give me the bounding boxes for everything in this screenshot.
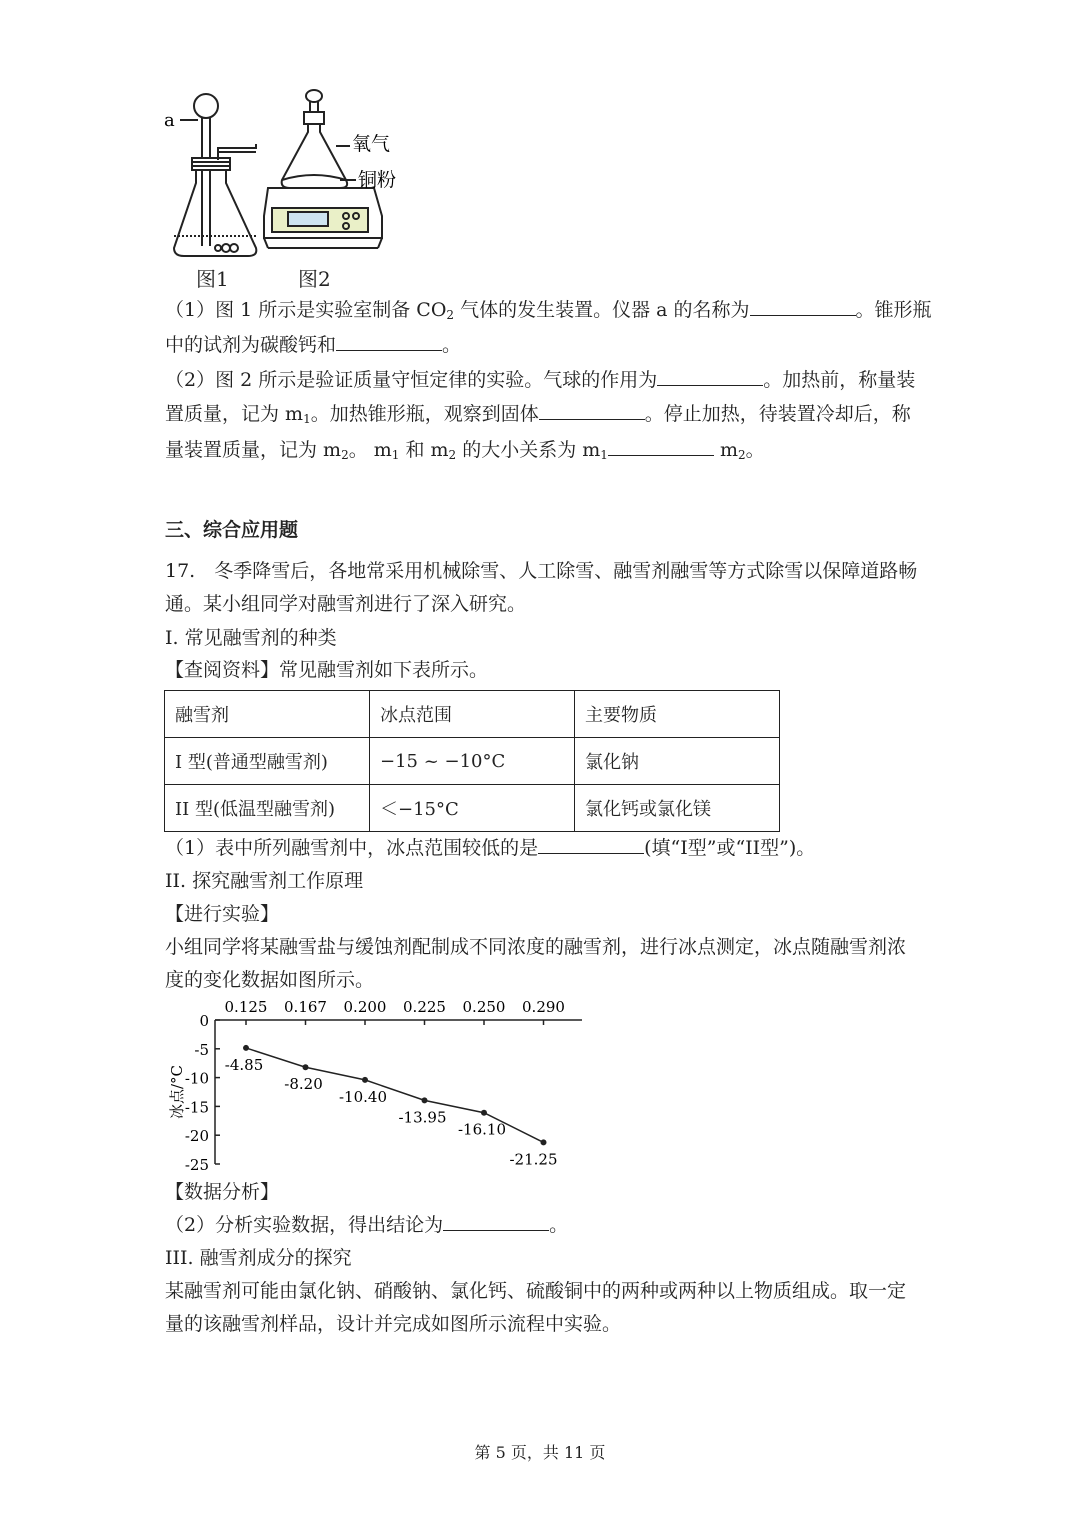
label-copper: 铜粉: [358, 169, 397, 191]
answer-blank[interactable]: [443, 1212, 549, 1231]
q17-exp2: 度的变化数据如图所示。: [165, 969, 375, 991]
data-label: -8.20: [284, 1075, 323, 1094]
q17-question2: （2）分析实验数据，得出结论为 。: [165, 1214, 569, 1236]
y-tick-label: -20: [184, 1127, 209, 1146]
data-point: [243, 1045, 249, 1051]
table-cell: 氯化钠: [575, 738, 780, 785]
x-tick-label: 0.125: [224, 998, 268, 1016]
figure1-caption: 图1: [196, 267, 229, 291]
data-label: -4.85: [224, 1055, 264, 1074]
q17-intro1: 17. 冬季降雪后，各地常采用机械除雪、人工除雪、融雪剂融雪等方式除雪以保障道路畅: [165, 560, 918, 582]
x-tick-label: 0.167: [284, 998, 327, 1016]
q17-p3-line2: 量的该融雪剂样品，设计并完成如图所示流程中实验。: [165, 1313, 622, 1335]
answer-blank[interactable]: [608, 437, 714, 456]
y-axis-label: 冰点/°C: [168, 1064, 186, 1120]
q17-exp-heading: 【进行实验】: [165, 903, 280, 925]
label-oxygen: 氧气: [352, 133, 391, 155]
answer-blank[interactable]: [539, 401, 645, 420]
q17-intro2: 通。某小组同学对融雪剂进行了深入研究。: [165, 593, 527, 615]
data-label: -13.95: [398, 1108, 447, 1127]
y-tick-label: 0: [199, 1012, 209, 1030]
q16-line5: 量装置质量，记为 $m_2$。 $m_1$ 和 $m_2$ 的大小关系为 $m_1$ $m_2$。: [165, 439, 765, 462]
data-label: -21.25: [509, 1150, 558, 1169]
q17-ref: 【查阅资料】常见融雪剂如下表所示。: [165, 659, 489, 681]
q17-part2: II. 探究融雪剂工作原理: [165, 870, 364, 892]
y-tick-label: -5: [194, 1040, 209, 1059]
x-tick-label: 0.225: [403, 998, 446, 1016]
x-tick-label: 0.250: [462, 998, 506, 1016]
table-header-row: [165, 691, 780, 738]
q16-line3: （2）图 2 所示是验证质量守恒定律的实验。气球的作用为 。加热前，称量装: [165, 369, 916, 391]
data-label: -10.40: [338, 1087, 388, 1106]
q17-p3-line1: 某融雪剂可能由氯化钠、硝酸钠、氯化钙、硫酸铜中的两种或两种以上物质组成。取一定: [165, 1280, 907, 1302]
answer-blank[interactable]: [538, 835, 644, 854]
q17-exp1: 小组同学将某融雪盐与缓蚀剂配制成不同浓度的融雪剂，进行冰点测定，冰点随融雪剂浓: [165, 936, 907, 958]
table-cell: ＜−15°C: [370, 785, 575, 832]
table-row: [165, 738, 780, 785]
q17-question1: （1）表中所列融雪剂中，冰点范围较低的是 (填“I型”或“II型”)。: [165, 837, 816, 859]
y-tick-label: -10: [184, 1069, 209, 1088]
freezing-point-chart: [160, 994, 590, 1174]
answer-blank[interactable]: [750, 297, 856, 316]
q16-line1: （1）图 1 所示是实验室制备 $CO_2$ 气体的发生装置。仪器 a 的名称为 。锥形瓶: [165, 299, 932, 322]
q16-line2: 中的试剂为碳酸钙和 。: [165, 334, 462, 356]
table-header: 融雪剂: [165, 691, 370, 738]
table-row: [165, 785, 780, 832]
section-title: 三、综合应用题: [165, 519, 299, 541]
x-tick-label: 0.290: [522, 998, 565, 1016]
data-point: [303, 1064, 309, 1070]
x-tick-label: 0.200: [343, 998, 387, 1016]
answer-blank[interactable]: [657, 367, 763, 386]
q17-part1: I. 常见融雪剂的种类: [165, 627, 337, 649]
table-header: 主要物质: [575, 691, 780, 738]
q16-line4: 置质量，记为 $m_1$。加热锥形瓶，观察到固体 。停止加热，待装置冷却后，称: [165, 403, 911, 426]
y-tick-label: -25: [184, 1156, 209, 1174]
snowmelt-table: [164, 690, 780, 832]
data-point: [422, 1097, 428, 1103]
figure2-caption: 图2: [298, 267, 331, 291]
figure1-flask: [174, 94, 256, 256]
y-tick-label: -15: [184, 1098, 209, 1117]
table-header: 冰点范围: [370, 691, 575, 738]
table-cell: II 型(低温型融雪剂): [165, 785, 370, 832]
answer-blank[interactable]: [336, 332, 442, 351]
apparatus-figures: [160, 88, 420, 268]
table-cell: −15 ~ −10°C: [370, 738, 575, 785]
q17-part3: III. 融雪剂成分的探究: [165, 1247, 352, 1269]
data-point: [362, 1077, 368, 1083]
data-point: [541, 1139, 547, 1145]
data-point: [481, 1110, 487, 1116]
data-label: -16.10: [457, 1120, 507, 1139]
page-footer: 第 5 页，共 11 页: [474, 1443, 606, 1462]
q17-analysis-heading: 【数据分析】: [165, 1181, 280, 1203]
table-cell: 氯化钙或氯化镁: [575, 785, 780, 832]
label-a: a: [164, 110, 175, 131]
table-cell: I 型(普通型融雪剂): [165, 738, 370, 785]
